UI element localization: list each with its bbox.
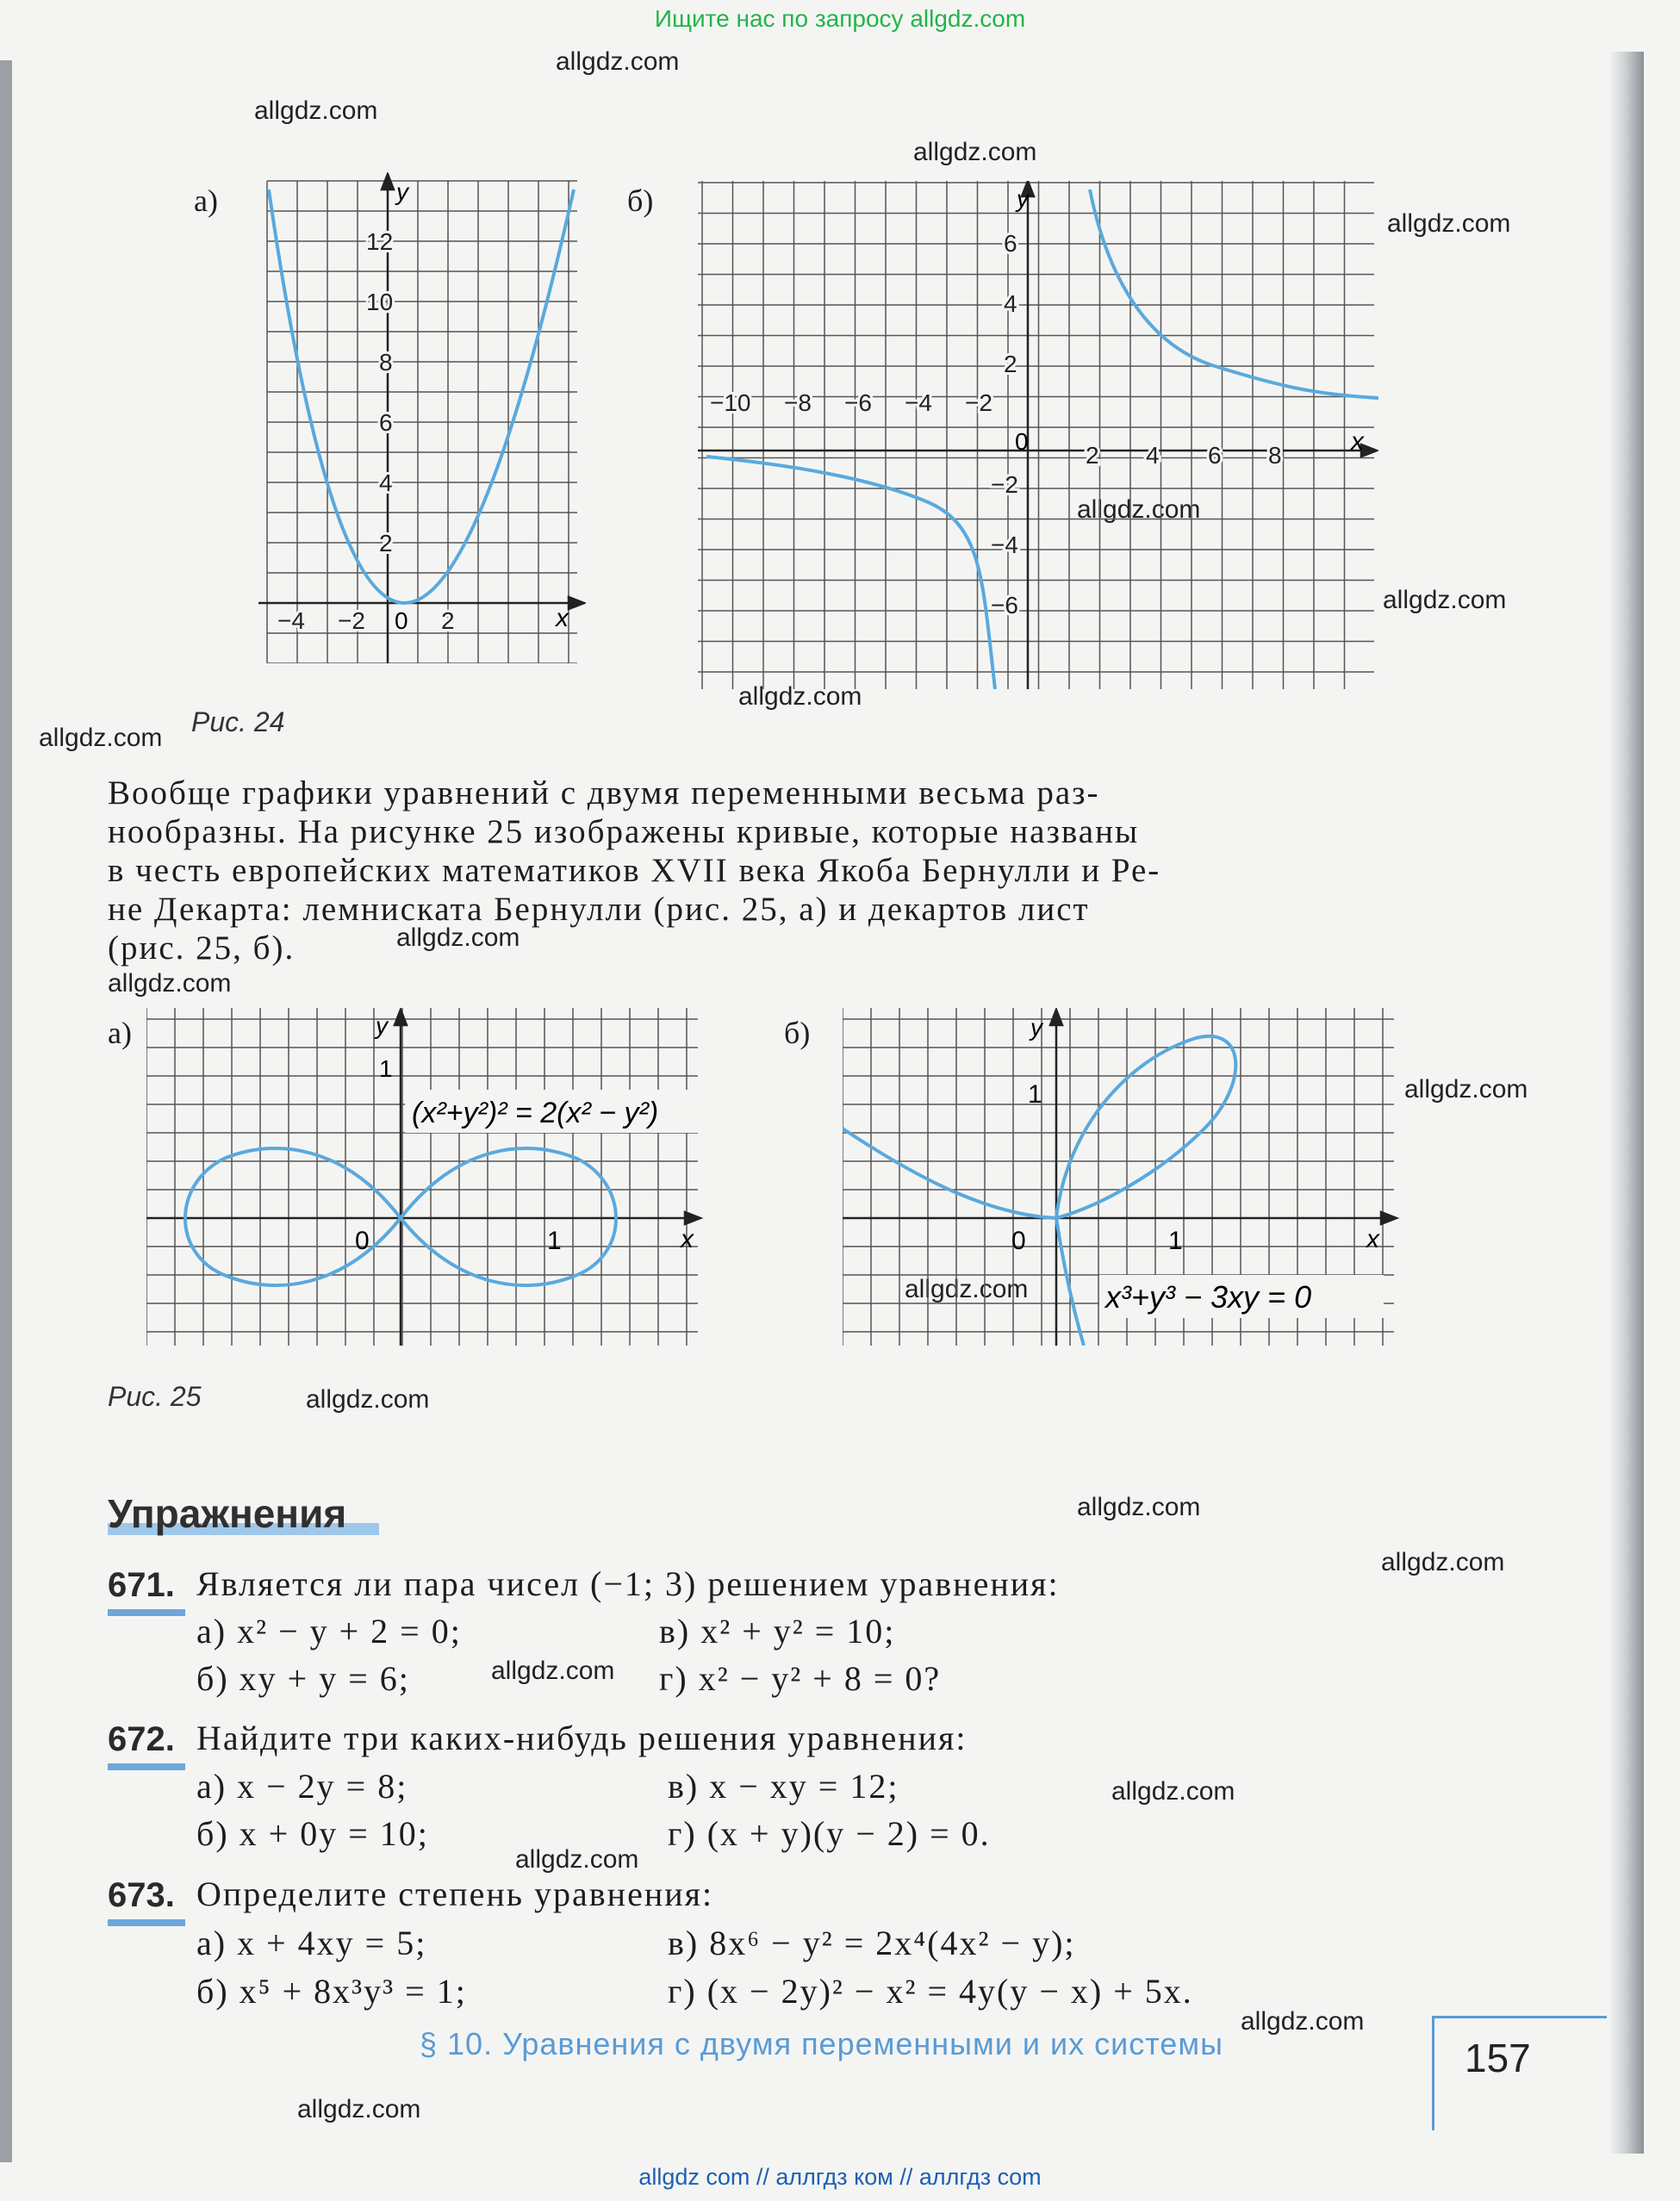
svg-text:12: 12 [366, 228, 394, 255]
exercise-item: в) x − xy = 12; [668, 1767, 899, 1806]
watermark: allgdz.com [1241, 2007, 1365, 2036]
exercise-number: 673. [108, 1876, 175, 1914]
fig25-label-b: б) [784, 1016, 811, 1050]
svg-text:−4: −4 [277, 607, 305, 634]
svg-text:−6: −6 [991, 592, 1018, 619]
fig25-caption: Рис. 25 [108, 1381, 202, 1412]
watermark: allgdz.com [1383, 586, 1507, 614]
exercise-item: а) x + 4xy = 5; [196, 1924, 427, 1962]
svg-text:4: 4 [1004, 290, 1017, 317]
x-tick-one: 1 [1168, 1227, 1183, 1255]
svg-text:−2: −2 [991, 471, 1018, 498]
watermark: allgdz.com [1387, 209, 1511, 238]
origin-label: 0 [395, 607, 408, 634]
watermark: allgdz.com [297, 2095, 421, 2123]
fig24-label-b: б) [627, 183, 654, 218]
exercise-number: 671. [108, 1566, 175, 1604]
axes [698, 181, 1377, 689]
grid-lines [698, 181, 1374, 689]
fig25a-lemniscate-graph [146, 1008, 741, 1346]
y-tick-one: 1 [1028, 1080, 1042, 1109]
parabola-curve [269, 190, 574, 603]
watermark: allgdz.com [396, 923, 520, 952]
exercise-item: б) x⁵ + 8x³y³ = 1; [196, 1972, 467, 2011]
paragraph-line: не Декарта: лемниската Бернулли (рис. 25, а) и декартов лист [108, 891, 1090, 928]
watermark: allgdz.com [1404, 1075, 1528, 1104]
paragraph-line: (рис. 25, б). [108, 930, 296, 967]
svg-text:2: 2 [441, 607, 455, 634]
folium-equation: x³+y³ − 3xy = 0 [1105, 1279, 1312, 1315]
exercise-item: а) x² − y + 2 = 0; [196, 1612, 462, 1651]
svg-text:6: 6 [1208, 442, 1222, 469]
folium-loop [1056, 1036, 1235, 1218]
grid [267, 181, 577, 663]
exercise-text: Определите степень уравнения: [196, 1875, 714, 1913]
watermark: allgdz.com [556, 47, 680, 76]
watermark: allgdz.com [491, 1657, 615, 1685]
x-axis-label: x [556, 604, 569, 632]
lemniscate-equation: (x²+y²)² = 2(x² − y²) [412, 1097, 659, 1129]
y-axis-label: y [1030, 1014, 1042, 1041]
svg-text:−8: −8 [784, 389, 812, 416]
fig25b-folium-graph [843, 1008, 1403, 1346]
svg-text:10: 10 [366, 289, 394, 315]
exercise-item: г) x² − y² + 8 = 0? [659, 1659, 942, 1698]
exercise-text: Является ли пара чисел (−1; 3) решением уравнения: [196, 1564, 1060, 1603]
watermark: allgdz.com [738, 682, 862, 711]
watermark: allgdz.com [905, 1275, 1029, 1303]
svg-text:−4: −4 [905, 389, 932, 416]
y-axis-label: y [396, 178, 408, 205]
x-axis-label: x [1351, 427, 1364, 456]
exercise-text: Найдите три каких-нибудь решения уравнения: [196, 1719, 968, 1757]
x-axis-label: x [681, 1225, 694, 1253]
fig25-label-a: а) [108, 1016, 132, 1050]
paragraph-line: Вообще графики уравнений с двумя переменными весьма раз- [108, 774, 1100, 811]
exercise-number-underline [108, 1609, 185, 1616]
svg-text:−6: −6 [844, 389, 872, 416]
watermark: allgdz.com [1077, 495, 1201, 524]
page-number: 157 [1465, 2036, 1531, 2080]
hyperbola-branch-negative [706, 457, 995, 689]
grid [146, 1008, 698, 1346]
y-axis-label: y [376, 1012, 388, 1039]
fig24-label-a: а) [194, 183, 218, 218]
exercise-item: в) x² + y² = 10; [659, 1612, 896, 1651]
svg-text:6: 6 [1004, 230, 1017, 257]
intro-paragraph [108, 774, 1434, 967]
fig24a-parabola-graph [258, 172, 586, 663]
svg-text:−10: −10 [710, 389, 751, 416]
y-tick-labels [991, 230, 1018, 619]
grid-lines [146, 1008, 698, 1346]
exercise-item: а) x − 2y = 8; [196, 1767, 408, 1806]
svg-text:8: 8 [379, 349, 393, 376]
axes [258, 174, 584, 663]
svg-text:6: 6 [379, 409, 393, 436]
paragraph-line: нообразны. На рисунке 25 изображены кривые, которые названы [108, 813, 1140, 850]
grid [698, 181, 1374, 689]
book-spine [1609, 52, 1644, 2154]
origin-label: 0 [1011, 1227, 1026, 1255]
origin-label: 0 [1015, 428, 1029, 455]
axes [146, 1010, 700, 1346]
exercise-item: г) (x + y)(y − 2) = 0. [668, 1814, 991, 1853]
bottom-banner[interactable]: allgdz com // аллгдз ком // аллгдз com [638, 2164, 1042, 2190]
exercise-number-underline [108, 1763, 185, 1770]
svg-text:2: 2 [379, 530, 393, 556]
watermark: allgdz.com [913, 138, 1037, 166]
exercise-item: б) xy + y = 6; [196, 1659, 410, 1698]
top-banner[interactable]: Ищите нас по запросу allgdz.com [654, 5, 1026, 32]
origin-label: 0 [355, 1227, 370, 1255]
watermark: allgdz.com [39, 724, 163, 752]
exercise-number-underline [108, 1919, 185, 1926]
watermark: allgdz.com [515, 1845, 639, 1874]
watermark: allgdz.com [1381, 1548, 1505, 1576]
x-axis-label: x [1366, 1225, 1379, 1253]
section-heading: Упражнения [108, 1491, 347, 1536]
svg-text:4: 4 [1146, 442, 1160, 469]
x-tick-labels [277, 607, 455, 634]
fig24-caption: Рис. 24 [191, 706, 285, 737]
svg-text:8: 8 [1268, 442, 1282, 469]
exercise-item: в) 8x⁶ − y² = 2x⁴(4x² − y); [668, 1924, 1076, 1962]
svg-text:−4: −4 [991, 532, 1018, 558]
watermark: allgdz.com [1111, 1777, 1235, 1806]
svg-text:−2: −2 [965, 389, 992, 416]
svg-text:−2: −2 [338, 607, 365, 634]
running-footer: § 10. Уравнения с двумя переменными и их системы [420, 2026, 1223, 2061]
exercise-item: г) (x − 2y)² − x² = 4y(y − x) + 5x. [668, 1972, 1193, 2011]
svg-text:4: 4 [379, 469, 393, 496]
x-tick-one: 1 [547, 1227, 562, 1255]
x-tick-labels-negative [710, 389, 992, 416]
svg-text:2: 2 [1086, 442, 1099, 469]
exercise-item: б) x + 0y = 10; [196, 1814, 429, 1853]
fig24b-hyperbola-graph [698, 181, 1378, 689]
y-axis-label: y [1017, 185, 1029, 212]
watermark: allgdz.com [1077, 1493, 1201, 1521]
watermark: allgdz.com [108, 969, 232, 998]
y-tick-one: 1 [379, 1055, 393, 1082]
exercise-number: 672. [108, 1720, 175, 1758]
svg-text:2: 2 [1004, 351, 1017, 377]
watermark: allgdz.com [254, 96, 378, 125]
watermark: allgdz.com [306, 1385, 430, 1414]
page-shadow [0, 60, 12, 2162]
paragraph-line: в честь европейских математиков XVII века Якоба Бернулли и Ре- [108, 852, 1161, 889]
